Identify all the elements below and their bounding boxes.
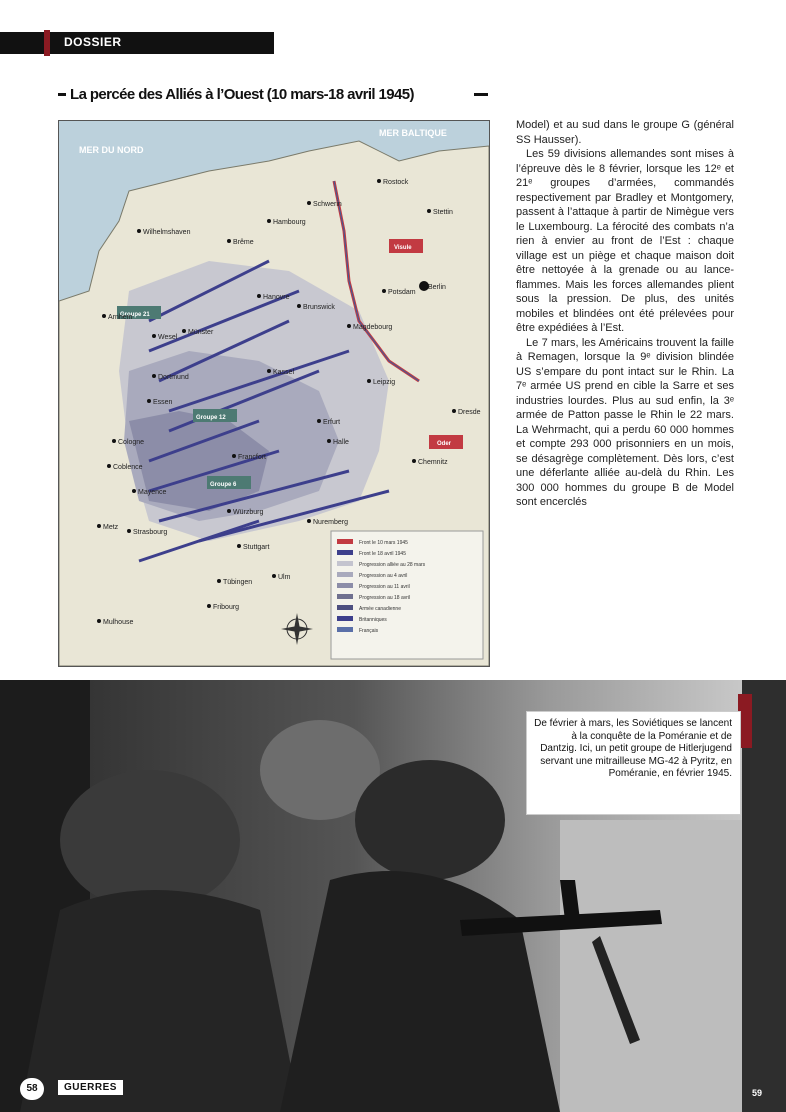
city-dot — [112, 439, 116, 443]
legend-swatch — [337, 550, 353, 555]
city-label: Brême — [233, 239, 254, 246]
city-label: Dresde — [458, 409, 481, 416]
map-figure — [58, 120, 490, 667]
legend-label: Progression au 11 avril — [359, 584, 410, 590]
city-dot — [97, 524, 101, 528]
legend-label: Britanniques — [359, 617, 387, 623]
article-text — [516, 118, 734, 510]
city-dot — [327, 439, 331, 443]
red-label-0: Visule — [394, 245, 412, 251]
city-dot — [227, 509, 231, 513]
section-accent — [44, 30, 50, 56]
city-dot — [227, 239, 231, 243]
city-dot — [182, 329, 186, 333]
city-label: Mayence — [138, 489, 167, 496]
article-paragraph: Les 59 divisions allemandes sont mises à l’épreuve dès le 8 février, lorsque les 12ᵉ et 21ᵉ groupes d’armées, commandés respectivement par Bradley et Montgomery, passent à l’attaque à partir de Nimègue vers le Luxembourg. La férocité des combats n’a rien à envier au front de l’Est : chaque village est un piège et chaque maison doit être nettoyée à la grenade ou au lance-flammes. Mais les forces allemandes plient sous la pression. De plus, des unités mobiles et blindées ont été prélevées pour être expédiées à l’Est. — [516, 148, 734, 334]
legend-label: Progression au 4 avril — [359, 573, 408, 579]
legend-swatch — [337, 561, 353, 566]
city-dot — [297, 304, 301, 308]
city-dot — [152, 334, 156, 338]
title-rule-right — [474, 93, 488, 96]
red-label-1: Oder — [437, 441, 452, 447]
city-dot — [452, 409, 456, 413]
city-label: Essen — [153, 399, 173, 406]
magazine-logo: GUERRES — [58, 1080, 123, 1095]
army-tag-1: Groupe 12 — [196, 415, 226, 421]
city-label: Würzburg — [233, 509, 264, 516]
city-label: Strasbourg — [133, 529, 168, 536]
city-label: Stettin — [433, 209, 453, 216]
city-label: Stuttgart — [243, 544, 270, 551]
city-label: Leipzig — [373, 379, 396, 386]
city-label: Erfurt — [323, 419, 341, 426]
page-number-left: 58 — [20, 1078, 44, 1100]
legend-swatch — [337, 539, 353, 544]
city-label: Coblence — [113, 464, 143, 471]
city-label: Halle — [333, 439, 349, 446]
page-title: La percée des Alliés à l’Ouest (10 mars-18 avril 1945) — [70, 86, 414, 103]
city-dot — [307, 201, 311, 205]
city-dot — [217, 579, 221, 583]
legend-label: Front le 18 avril 1945 — [359, 551, 406, 557]
city-label: Rostock — [383, 179, 409, 186]
legend-swatch — [337, 583, 353, 588]
legend-swatch — [337, 594, 353, 599]
legend-swatch — [337, 605, 353, 610]
city-label: Brunswick — [303, 304, 335, 311]
city-dot — [152, 374, 156, 378]
city-dot — [377, 179, 381, 183]
city-label: Magdebourg — [353, 324, 393, 331]
city-label: Wilhelmshaven — [143, 229, 191, 236]
city-dot — [347, 324, 351, 328]
city-dot — [102, 314, 106, 318]
city-label: Dortmund — [158, 374, 189, 381]
city-dot — [107, 464, 111, 468]
legend-swatch — [337, 627, 353, 632]
city-dot — [257, 294, 261, 298]
legend-label: Front le 10 mars 1945 — [359, 540, 408, 546]
city-label: Kassel — [273, 369, 295, 376]
city-dot — [427, 209, 431, 213]
city-dot — [412, 459, 416, 463]
legend-label: Armée canadienne — [359, 606, 401, 612]
city-dot — [272, 574, 276, 578]
legend-label: Progression alliée au 28 mars — [359, 562, 426, 568]
city-dot — [232, 454, 236, 458]
city-label: Francfort — [238, 454, 267, 461]
city-label: Nuremberg — [313, 519, 349, 526]
city-label: Hambourg — [273, 219, 306, 226]
legend-swatch — [337, 572, 353, 577]
city-label: Tübingen — [223, 579, 253, 586]
legend-swatch — [337, 616, 353, 621]
city-dot — [207, 604, 211, 608]
city-dot — [367, 379, 371, 383]
city-dot — [132, 489, 136, 493]
city-dot — [382, 289, 386, 293]
city-label: Chemnitz — [418, 459, 448, 466]
city-dot — [317, 419, 321, 423]
city-dot — [267, 369, 271, 373]
city-dot — [137, 229, 141, 233]
city-label: Hanovre — [263, 294, 290, 301]
city-label: Wesel — [158, 334, 178, 341]
map-svg — [59, 121, 489, 666]
city-label: Schwerin — [313, 201, 342, 208]
sea-label-1: MER BALTIQUE — [379, 128, 447, 138]
article-paragraph: Model) et au sud dans le groupe G (général SS Hausser). — [516, 119, 734, 146]
army-tag-0: Groupe 21 — [120, 312, 150, 318]
city-label: Münster — [188, 329, 214, 336]
photo-caption: De février à mars, les Soviétiques se lancent à la conquête de la Poméranie et de Dantzig. Ici, un petit groupe de Hitlerjugend servant une mitrailleuse MG-42 à Pyritz, en Poméranie, en février 1945. — [534, 718, 732, 779]
city-label: Berlin — [428, 284, 446, 291]
city-label: Mulhouse — [103, 619, 134, 626]
city-label: Arnhem — [108, 314, 133, 321]
city-dot — [307, 519, 311, 523]
city-dot — [97, 619, 101, 623]
article-paragraph: Le 7 mars, les Américains trouvent la faille à Remagen, lorsque la 9ᵉ division blindée US s’empare du pont intact sur le Rhin. La 7ᵉ armée US prend en cible la Sarre et ses industries lourdes. Plus au sud enfin, la 3ᵉ armée de Patton passe le Rhin le 22 mars. La Wehrmacht, qui a perdu 60 000 hommes et compte 293 000 prisonniers en un mois, se désagrège complètement. Dès lors, c’est une déferlante alliée au-delà du Rhin. Les 300 000 hommes du groupe B de Model sont encerclés — [516, 336, 734, 508]
legend-label: Progression au 18 avril — [359, 595, 411, 601]
city-dot — [127, 529, 131, 533]
sea-label-0: MER DU NORD — [79, 145, 144, 155]
army-tag-2: Groupe 6 — [210, 482, 237, 488]
title-rule-left — [58, 93, 66, 96]
city-label: Cologne — [118, 439, 145, 446]
city-dot — [267, 219, 271, 223]
city-label: Ulm — [278, 574, 291, 581]
section-label: DOSSIER — [64, 35, 122, 49]
page-number-right: 59 — [752, 1088, 763, 1098]
city-label: Fribourg — [213, 604, 240, 611]
city-label: Metz — [103, 524, 119, 531]
section-bar — [0, 32, 274, 54]
city-dot — [147, 399, 151, 403]
city-label: Potsdam — [388, 289, 416, 296]
city-dot — [237, 544, 241, 548]
legend-label: Français — [359, 628, 379, 634]
